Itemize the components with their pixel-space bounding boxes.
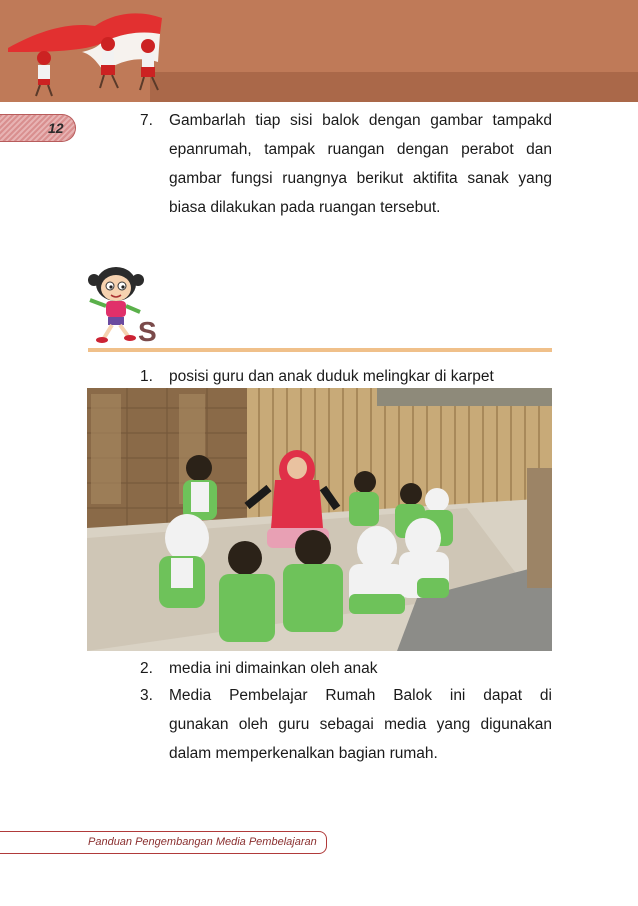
list-number: 7. <box>140 112 153 129</box>
classroom-circle-photo <box>87 388 552 651</box>
text-line: biasa dilakukan pada ruangan tersebut. <box>169 199 441 216</box>
text-line: gunakan oleh guru sebagai media yang digunakan <box>169 716 552 733</box>
header-banner <box>0 0 638 102</box>
section-heading: S <box>138 316 157 346</box>
list-number: 1. <box>140 368 153 385</box>
page-number-tab <box>0 114 76 142</box>
footer-text: Panduan Pengembangan Media Pembelajaran <box>88 836 317 848</box>
list-text <box>169 681 552 768</box>
page-number: 12 <box>48 120 64 136</box>
text-line: media ini dimainkan oleh anak <box>169 660 378 677</box>
section-divider <box>88 348 552 352</box>
text-line: gambar fungsi ruangnya berikut aktifita sanak yang <box>169 170 552 187</box>
text-line: Gambarlah tiap sisi balok dengan gambar tampakd <box>169 112 552 129</box>
text-line: dalam memperkenalkan bagian rumah. <box>169 745 438 762</box>
list-number: 2. <box>140 660 153 677</box>
text-line: posisi guru dan anak duduk melingkar di karpet <box>169 368 494 385</box>
footer-label-box <box>0 831 327 854</box>
list-text <box>169 106 552 222</box>
text-line: epanrumah, tampak ruangan dengan perabot dan <box>169 141 552 158</box>
list-text <box>169 654 378 683</box>
header-strip <box>150 72 638 102</box>
list-number: 3. <box>140 687 153 704</box>
flag-children-illustration <box>0 0 200 102</box>
list-text <box>169 362 494 391</box>
text-line: Media Pembelajar Rumah Balok ini dapat di <box>169 687 552 704</box>
